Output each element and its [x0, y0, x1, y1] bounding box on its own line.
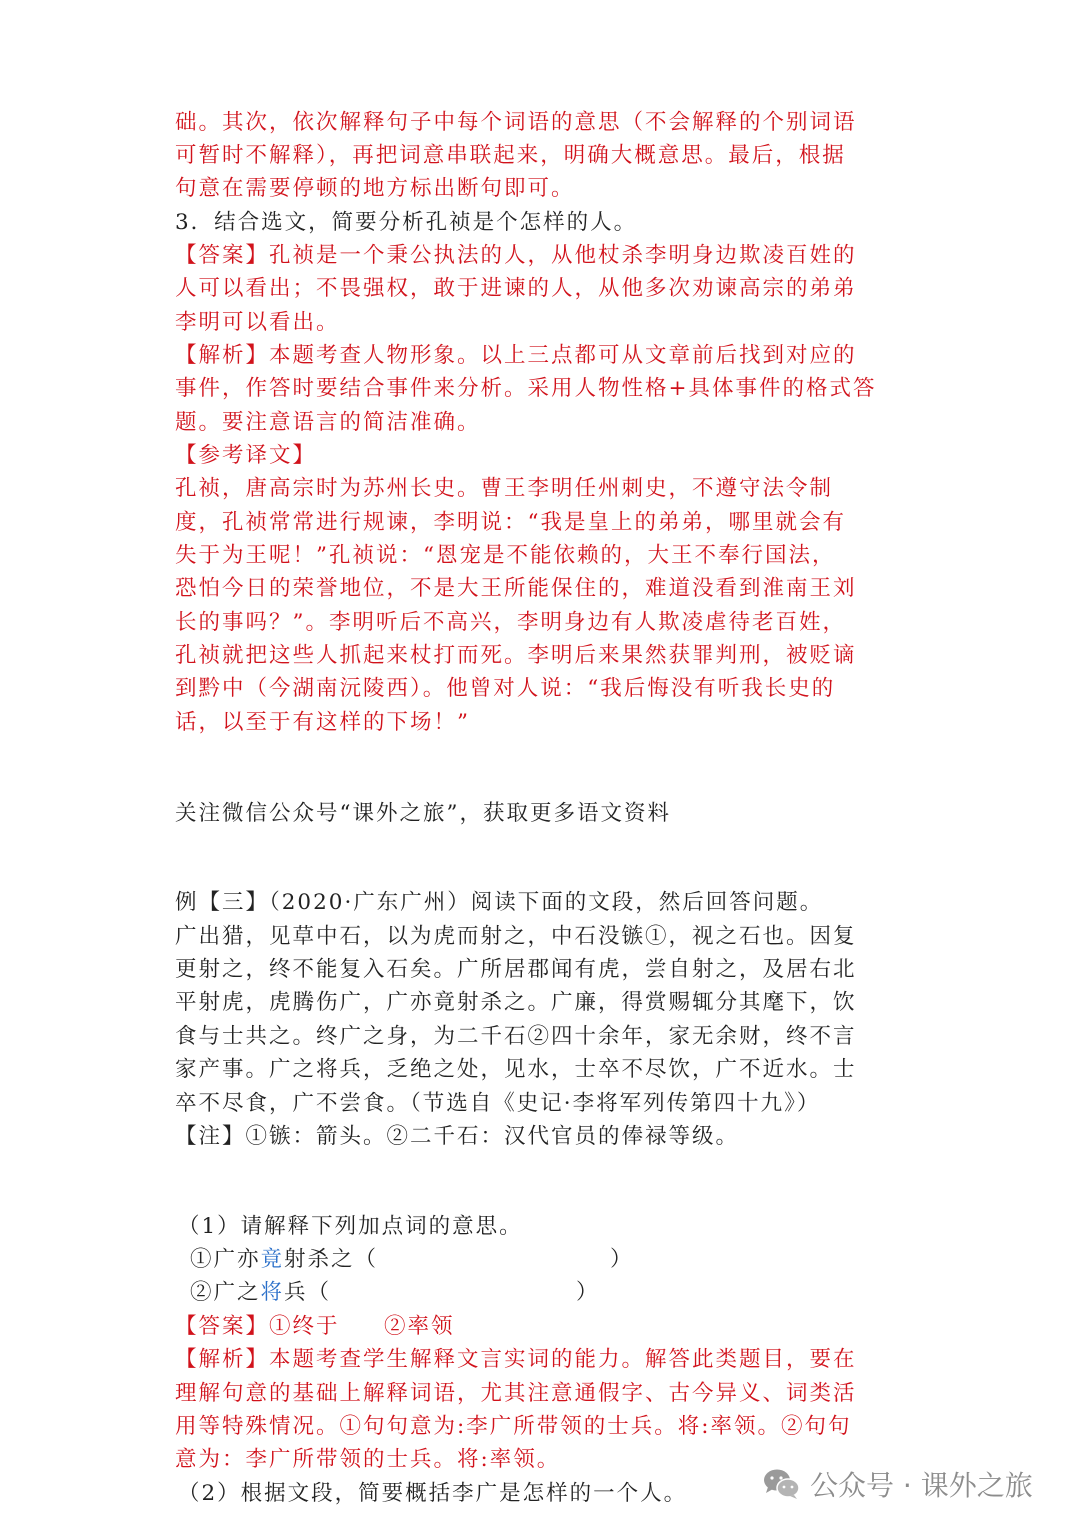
q1-item-2-close: ） [576, 1280, 600, 1305]
watermark [762, 1456, 1033, 1512]
q1-answer-2: ②率领 [384, 1314, 455, 1339]
q1-item-2-after: 兵（ [284, 1280, 332, 1305]
q1-analysis-line: 理解句意的基础上解释词语，尤其注意通假字、古今异义、词类活 [175, 1381, 857, 1406]
q1-analysis-line: 【解析】本题考查学生解释文言实词的能力。解答此类题目，要在 [175, 1347, 857, 1372]
passage-note: 【注】①镞：箭头。②二千石：汉代官员的俸禄等级。 [175, 1124, 740, 1149]
q1-item-1-close: ） [610, 1247, 634, 1272]
q3-analysis-line: 【解析】本题考查人物形象。以上三点都可从文章前后找到对应的 [175, 343, 857, 368]
q1-answer [175, 1310, 340, 1343]
passage-line: 更射之，终不能复入石矣。广所居郡闻有虎，尝自射之，及居右北 [175, 957, 857, 982]
translation-line: 恐怕今日的荣誉地位，不是大王所能保住的，难道没看到淮南王刘 [175, 576, 857, 601]
explanation-line: 句意在需要停顿的地方标出断句即可。 [175, 176, 575, 201]
passage-line: 平射虎，虎腾伤广，广亦竟射杀之。广廉，得赏赐辄分其麾下，饮 [175, 990, 857, 1015]
passage-line: 食与士共之。终广之身，为二千石②四十余年，家无余财，终不言 [175, 1024, 857, 1049]
follow-notice: 关注微信公众号“课外之旅”，获取更多语文资料 [175, 801, 671, 826]
q3-answer-line: 【答案】孔祯是一个秉公执法的人，从他杖杀李明身边欺凌百姓的 [175, 243, 857, 268]
q1-item-1-after: 射杀之（ [284, 1247, 379, 1272]
translation-line: 话，以至于有这样的下场！” [175, 710, 470, 735]
q1-item-2-before: ②广之 [190, 1280, 261, 1305]
q1-prompt: （1）请解释下列加点词的意思。 [178, 1214, 523, 1239]
translation-line: 到黔中（今湖南沅陵西）。他曾对人说：“我后悔没有听我长史的 [175, 676, 836, 701]
passage-line: 卒不尽食，广不尝食。（节选自《史记·李将军列传第四十九》） [175, 1091, 821, 1116]
q2-prompt: （2）根据文段，简要概括李广是怎样的一个人。 [178, 1481, 688, 1506]
dotted-word: 将 [260, 1280, 285, 1305]
translation-heading: 【参考译文】 [175, 443, 317, 468]
q3-analysis-line: 事件，作答时要结合事件来分析。采用人物性格+具体事件的格式答 [175, 376, 877, 401]
question-3: 3．结合选文，简要分析孔祯是个怎样的人。 [175, 210, 638, 235]
passage-line: 广出猎，见草中石，以为虎而射之，中石没镞①，视之石也。因复 [175, 924, 857, 949]
example3-heading: 例【三】（2020·广东广州）阅读下面的文段，然后回答问题。 [175, 890, 824, 915]
q3-analysis-line: 题。要注意语言的简洁准确。 [175, 410, 481, 435]
q1-item-2 [190, 1276, 331, 1309]
q1-answer-1: ①终于 [269, 1314, 340, 1339]
translation-line: 度，孔祯常常进行规谏，李明说：“我是皇上的弟弟，哪里就会有 [175, 510, 846, 535]
q1-item-1 [190, 1243, 378, 1276]
wechat-icon [762, 1467, 802, 1501]
translation-line: 长的事吗？”。李明听后不高兴，李明身边有人欺凌虐待老百姓， [175, 610, 846, 635]
q1-analysis-line: 意为：李广所带领的士兵。将:率领。 [175, 1447, 561, 1472]
q3-answer-line: 李明可以看出。 [175, 310, 340, 335]
q3-answer-line: 人可以看出；不畏强权，敢于进谏的人，从他多次劝谏高宗的弟弟 [175, 276, 857, 301]
dotted-word: 竟 [260, 1247, 285, 1272]
q1-analysis-line: 用等特殊情况。①句句意为:李广所带领的士兵。将:率领。②句句 [175, 1414, 852, 1439]
watermark-text: 公众号 · 课外之旅 [810, 1469, 1033, 1502]
explanation-line: 础。其次，依次解释句子中每个词语的意思（不会解释的个别词语 [175, 110, 857, 135]
translation-line: 失于为王呢！”孔祯说：“恩宠是不能依赖的，大王不奉行国法， [175, 543, 836, 568]
translation-line: 孔祯就把这些人抓起来杖打而死。李明后来果然获罪判刑，被贬谪 [175, 643, 857, 668]
explanation-line: 可暂时不解释），再把词意串联起来，明确大概意思。最后，根据 [175, 143, 846, 168]
passage-line: 家产事。广之将兵，乏绝之处，见水，士卒不尽饮，广不近水。士 [175, 1057, 857, 1082]
translation-line: 孔祯，唐高宗时为苏州长史。曹王李明任州刺史，不遵守法令制 [175, 476, 834, 501]
q1-answer-label: 【答案】 [175, 1314, 270, 1339]
q1-item-1-before: ①广亦 [190, 1247, 261, 1272]
